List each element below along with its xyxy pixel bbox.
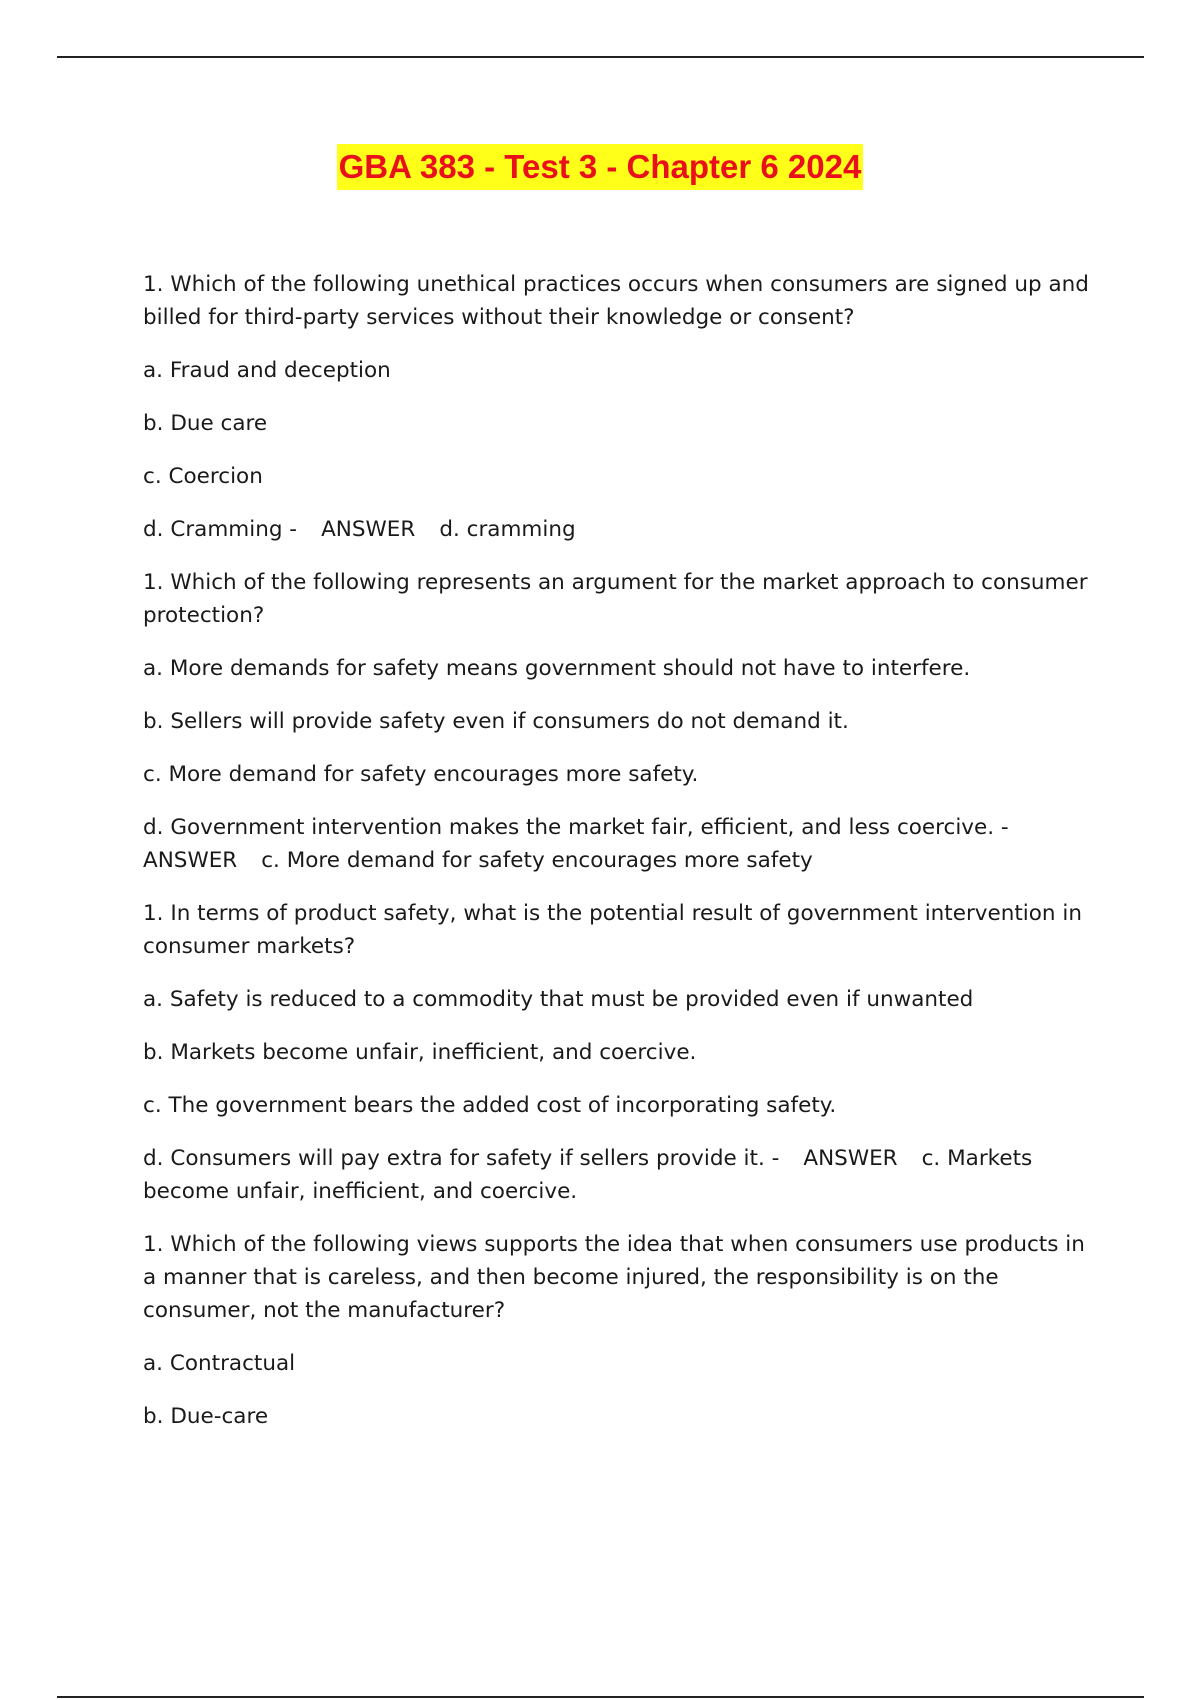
answer-text: c. More demand for safety encourages more safety — [261, 848, 813, 873]
option-b: b. Sellers will provide safety even if consumers do not demand it. — [143, 709, 849, 734]
option-d-with-answer — [143, 513, 1103, 546]
option-b: b. Due care — [143, 411, 268, 436]
option-d: d. Government intervention makes the market fair, efficient, and less coercive. - — [143, 815, 1009, 840]
option-c: c. The government bears the added cost of incorporating safety. — [143, 1093, 837, 1118]
answer-text: d. cramming — [439, 517, 576, 542]
option-a: a. Fraud and deception — [143, 358, 391, 383]
option-d-with-answer — [143, 1142, 1103, 1208]
question-text: 1. In terms of product safety, what is the potential result of government intervention in consumer markets? — [143, 901, 1082, 959]
option-a: a. Safety is reduced to a commodity that must be provided even if unwanted — [143, 987, 974, 1012]
answer-text: c. Markets become unfair, inefficient, and coercive. — [143, 1146, 1033, 1204]
option-a: a. Contractual — [143, 1351, 296, 1376]
bottom-divider — [57, 1696, 1144, 1698]
option-d: d. Consumers will pay extra for safety if sellers provide it. - — [143, 1146, 780, 1171]
option-c: c. Coercion — [143, 464, 263, 489]
option-c: c. More demand for safety encourages more safety. — [143, 762, 699, 787]
question-text: 1. Which of the following unethical practices occurs when consumers are signed up and billed for third-party services without their knowledge or consent? — [143, 272, 1089, 330]
option-a: a. More demands for safety means government should not have to interfere. — [143, 656, 971, 681]
title-container — [0, 144, 1200, 190]
option-b: b. Due-care — [143, 1404, 269, 1429]
question-text: 1. Which of the following views supports the idea that when consumers use products in a manner that is careless, and then become injured, the responsibility is on the consumer, not the manufacturer? — [143, 1232, 1085, 1323]
option-d: d. Cramming - — [143, 517, 298, 542]
top-divider — [57, 56, 1144, 58]
page-title: GBA 383 - Test 3 - Chapter 6 2024 — [337, 144, 864, 190]
option-b: b. Markets become unfair, inefficient, and coercive. — [143, 1040, 697, 1065]
question-text: 1. Which of the following represents an argument for the market approach to consumer protection? — [143, 570, 1088, 628]
answer-label: ANSWER — [143, 848, 238, 873]
option-d-with-answer — [143, 811, 1103, 877]
document-body — [143, 268, 1103, 1453]
answer-label: ANSWER — [321, 517, 416, 542]
answer-label: ANSWER — [803, 1146, 898, 1171]
